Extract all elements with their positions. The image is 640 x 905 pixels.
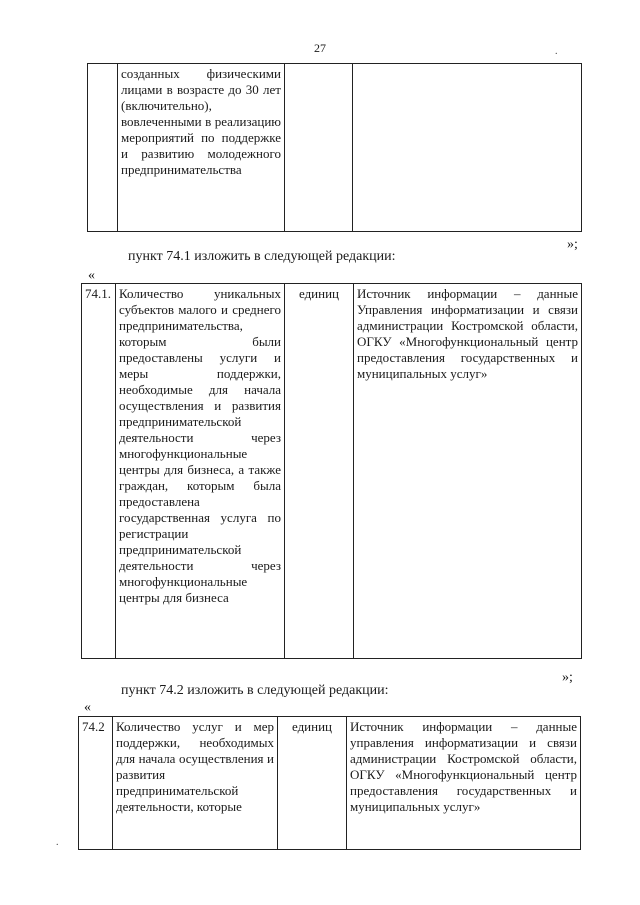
table-row bbox=[88, 64, 582, 232]
page-number: 27 bbox=[314, 41, 326, 55]
table-row bbox=[79, 717, 581, 850]
closing-quote: »; bbox=[562, 670, 573, 685]
source-cell bbox=[353, 64, 582, 232]
unit-cell: единиц bbox=[278, 717, 347, 850]
source-cell: Источник информации – данные Управления информатизации и связи администрации Костромской области, ОГКУ «Многофункциональный центр предоставления государственных и муниципальных услуг» bbox=[354, 284, 582, 659]
opening-quote: « bbox=[88, 268, 95, 283]
row-number-cell: 74.2 bbox=[79, 717, 113, 850]
table-continuation bbox=[87, 63, 582, 232]
scan-speck: . bbox=[56, 837, 59, 848]
unit-cell: единиц bbox=[285, 284, 354, 659]
table-row bbox=[82, 284, 582, 659]
table-74-2 bbox=[78, 716, 581, 850]
amendment-intro-74-2: пункт 74.2 изложить в следующей редакции: bbox=[121, 683, 389, 698]
row-number-cell bbox=[88, 64, 118, 232]
closing-quote: »; bbox=[567, 237, 578, 252]
row-number-cell: 74.1. bbox=[82, 284, 116, 659]
indicator-name-cell: созданных физическими лицами в возрасте до 30 лет (включительно), вовлеченными в реализацию мероприятий по поддержке и развитию молодежного предпринимательства bbox=[118, 64, 285, 232]
source-cell: Источник информации – данные управления информатизации и связи администрации Костромской области, ОГКУ «Многофункциональный центр предоставления государственных и муниципальных услуг» bbox=[347, 717, 581, 850]
amendment-intro-74-1: пункт 74.1 изложить в следующей редакции: bbox=[128, 249, 396, 264]
table-74-1 bbox=[81, 283, 582, 659]
opening-quote: « bbox=[84, 700, 91, 715]
unit-cell bbox=[285, 64, 353, 232]
indicator-name-cell: Количество услуг и мер поддержки, необходимых для начала осуществления и развития предпринимательской деятельности, которые bbox=[113, 717, 278, 850]
scan-speck: . bbox=[555, 46, 558, 57]
indicator-name-cell: Количество уникальных субъектов малого и среднего предпринимательства, которым были предоставлены услуги и меры поддержки, необходимые для начала осуществления и развития предпринимательской деятельности через многофункциональные центры для бизнеса, а также граждан, которым была предоставлена государственная услуга по регистрации предпринимательской деятельности через многофункциональные центры для бизнеса bbox=[116, 284, 285, 659]
